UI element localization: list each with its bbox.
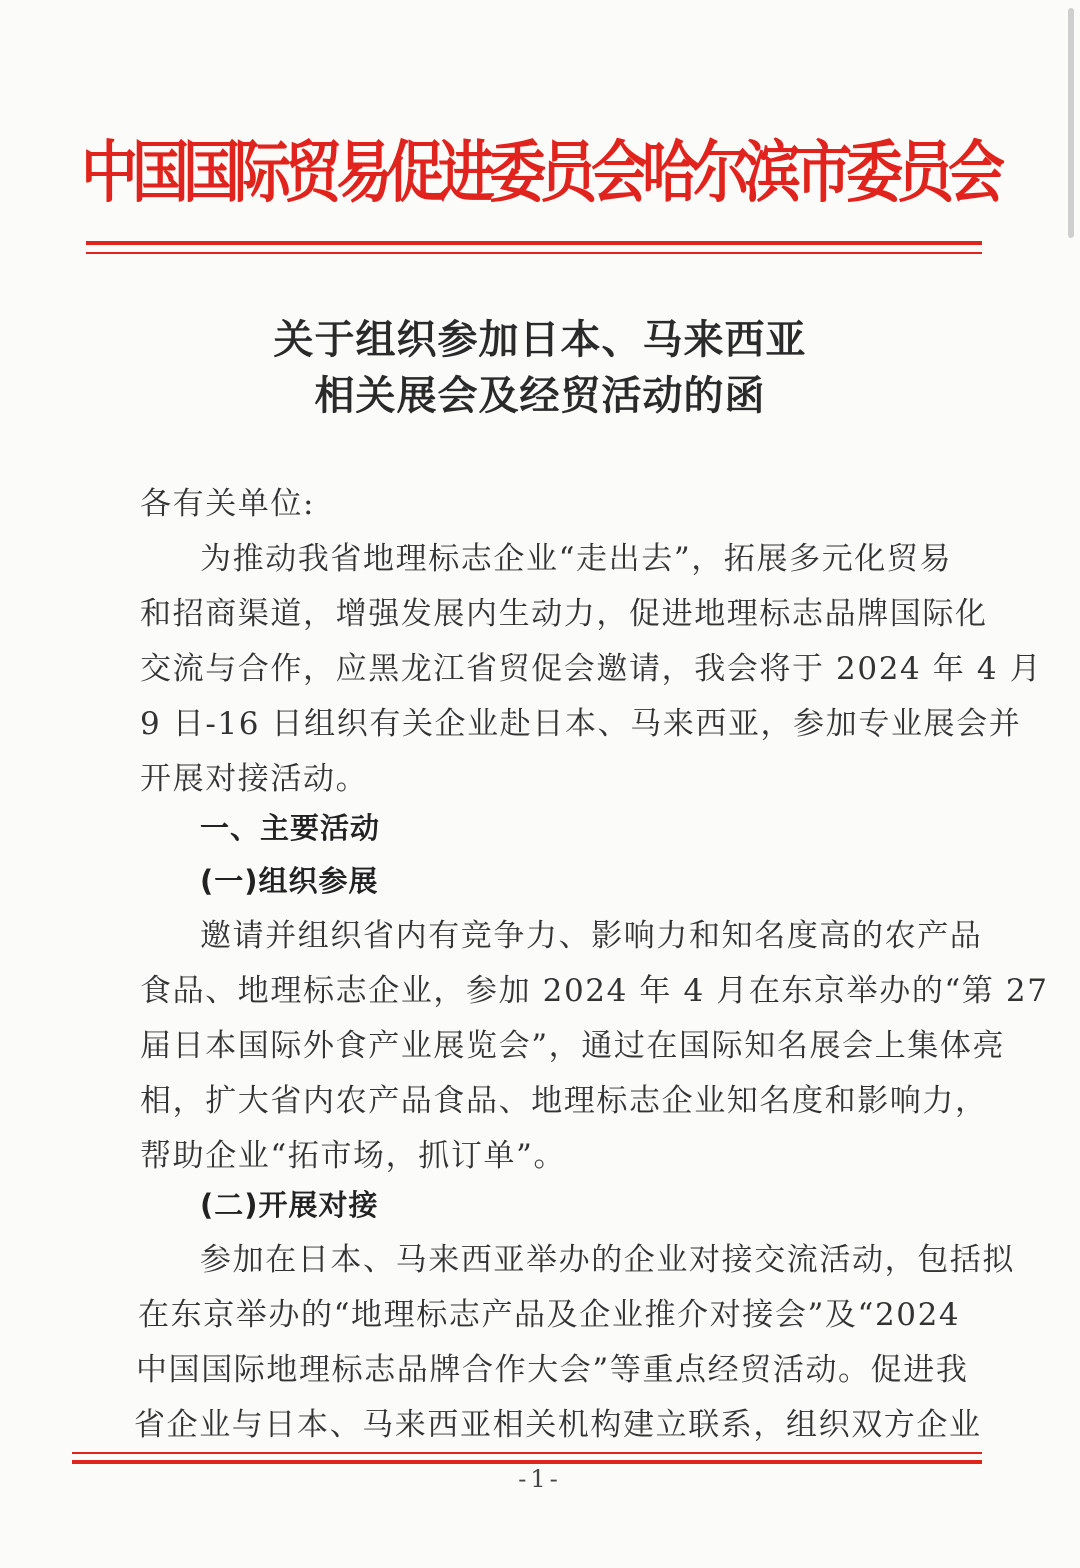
body-line: 相，扩大省内农产品食品、地理标志企业知名度和影响力， xyxy=(140,1083,988,1119)
body-line: 9 日-16 日组织有关企业赴日本、马来西亚，参加专业展会并 xyxy=(140,706,1022,742)
body-line: 邀请并组织省内有竞争力、影响力和知名度高的农产品 xyxy=(200,918,983,954)
footer-rule-thin xyxy=(72,1452,982,1454)
body-line: 省企业与日本、马来西亚相关机构建立联系，组织双方企业 xyxy=(134,1407,982,1443)
document-title-line-1: 关于组织参加日本、马来西亚 xyxy=(273,316,807,363)
letterhead-rule-thin xyxy=(86,252,982,254)
body-line: 为推动我省地理标志企业“走出去”，拓展多元化贸易 xyxy=(200,541,953,577)
body-line: 和招商渠道，增强发展内生动力，促进地理标志品牌国际化 xyxy=(140,596,988,632)
salutation: 各有关单位: xyxy=(140,486,316,522)
body-line: 参加在日本、马来西亚举办的企业对接交流活动，包括拟 xyxy=(200,1242,1015,1278)
body-line: 食品、地理标志企业，参加 2024 年 4 月在东京举办的“第 27 xyxy=(140,973,1049,1009)
body-line: 开展对接活动。 xyxy=(140,761,369,797)
section-heading: 一、主要活动 xyxy=(200,811,381,845)
body-line: 在东京举办的“地理标志产品及企业推介对接会”及“2024 xyxy=(138,1297,961,1333)
scrollbar[interactable] xyxy=(1068,8,1074,238)
body-line: 帮助企业“拓市场，抓订单”。 xyxy=(140,1138,567,1174)
body-line: 中国国际地理标志品牌合作大会”等重点经贸活动。促进我 xyxy=(136,1352,969,1388)
footer-rule-thick xyxy=(72,1460,982,1464)
subsection-heading: (一)组织参展 xyxy=(200,864,379,898)
body-line: 交流与合作，应黑龙江省贸促会邀请，我会将于 2024 年 4 月 xyxy=(140,651,1043,687)
subsection-heading: (二)开展对接 xyxy=(200,1188,379,1222)
page-number: -1- xyxy=(518,1465,562,1493)
letterhead-org-name: 中国国际贸易促进委员会哈尔滨市委员会 xyxy=(81,134,999,212)
letterhead-rule-thick xyxy=(86,241,982,245)
document-title-line-2: 相关展会及经贸活动的函 xyxy=(314,372,766,419)
body-line: 届日本国际外食产业展览会”，通过在国际知名展会上集体亮 xyxy=(140,1028,1006,1064)
